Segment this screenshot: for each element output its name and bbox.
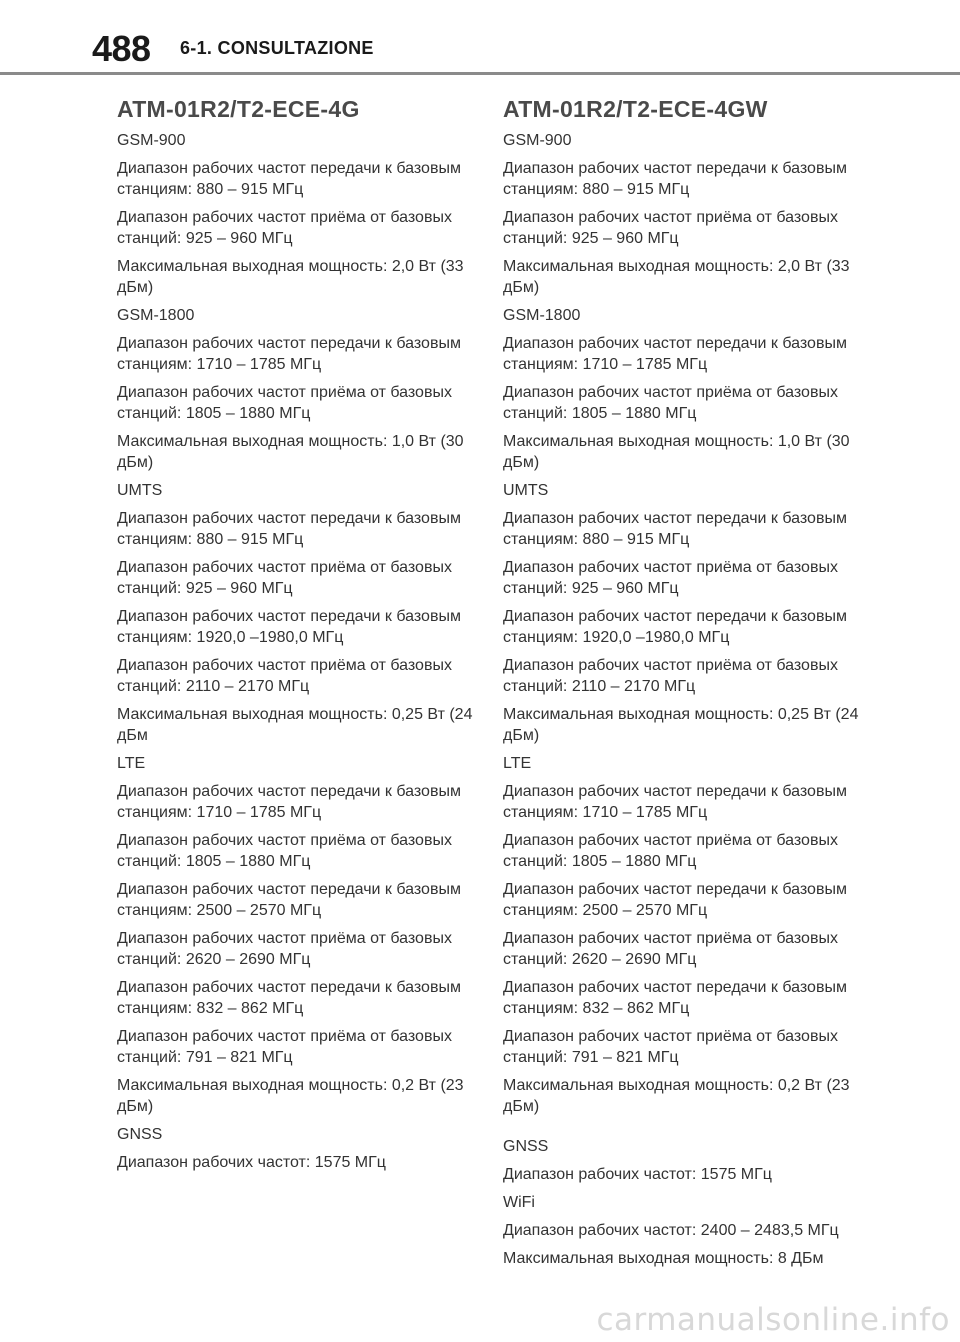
spec-line: Диапазон рабочих частот передачи к базовым станциям: 880 – 915 МГц [117,160,461,198]
spec-line: Диапазон рабочих частот приёма от базовых станций: 2110 – 2170 МГц [117,657,452,695]
spec-line: GSM-900 [117,132,186,149]
spec-line: LTE [503,755,532,772]
spec-line: Диапазон рабочих частот приёма от базовых станций: 925 – 960 МГц [117,209,452,247]
spec-line: Максимальная выходная мощность: 0,2 Вт (23 дБм) [503,1077,850,1115]
spec-line: WiFi [503,1194,535,1211]
spec-line: GSM-1800 [117,307,195,324]
spec-line: LTE [117,755,146,772]
spec-line: Диапазон рабочих частот передачи к базовым станциям: 880 – 915 МГц [117,510,461,548]
spec-line: UMTS [117,482,163,499]
spec-line: Диапазон рабочих частот передачи к базовым станциям: 832 – 862 МГц [117,979,461,1017]
spec-line: Диапазон рабочих частот передачи к базовым станциям: 1710 – 1785 МГц [503,783,847,821]
spec-line: Максимальная выходная мощность: 1,0 Вт (30 дБм) [503,433,850,471]
header-divider [0,72,960,75]
model-title: ATM-01R2/T2-ECE-4G [117,96,360,122]
spec-line: Диапазон рабочих частот приёма от базовых станций: 925 – 960 МГц [503,209,838,247]
spec-list [117,130,477,1173]
spec-line: Максимальная выходная мощность: 0,25 Вт (24 дБм [117,706,473,744]
spec-line: Диапазон рабочих частот приёма от базовых станций: 2620 – 2690 МГц [503,930,838,968]
spec-line: Диапазон рабочих частот приёма от базовых станций: 1805 – 1880 МГц [503,384,838,422]
spec-column-right [503,96,863,1276]
spec-line: Диапазон рабочих частот приёма от базовых станций: 2110 – 2170 МГц [503,657,838,695]
spec-line: Максимальная выходная мощность: 2,0 Вт (33 дБм) [117,258,464,296]
spec-line: Диапазон рабочих частот передачи к базовым станциям: 1710 – 1785 МГц [117,783,461,821]
spec-line: Диапазон рабочих частот передачи к базовым станциям: 1710 – 1785 МГц [503,335,847,373]
spec-line: Максимальная выходная мощность: 2,0 Вт (33 дБм) [503,258,850,296]
spec-line: Диапазон рабочих частот: 1575 МГц [117,1154,386,1171]
spec-line: Максимальная выходная мощность: 1,0 Вт (30 дБм) [117,433,464,471]
spec-list [503,130,863,1269]
spec-line: Диапазон рабочих частот передачи к базовым станциям: 2500 – 2570 МГц [503,881,847,919]
spec-line: GSM-900 [503,132,572,149]
spec-line: Диапазон рабочих частот: 2400 – 2483,5 МГц [503,1222,839,1239]
spec-line: Диапазон рабочих частот передачи к базовым станциям: 880 – 915 МГц [503,160,847,198]
spec-line: Диапазон рабочих частот передачи к базовым станциям: 1920,0 –1980,0 МГц [117,608,461,646]
spec-line: Диапазон рабочих частот приёма от базовых станций: 1805 – 1880 МГц [117,384,452,422]
spec-line: Максимальная выходная мощность: 0,25 Вт (24 дБм) [503,706,859,744]
spec-line: Диапазон рабочих частот приёма от базовых станций: 1805 – 1880 МГц [503,832,838,870]
spec-line: Диапазон рабочих частот приёма от базовых станций: 2620 – 2690 МГц [117,930,452,968]
watermark: carmanualsonline.info [596,1302,950,1338]
spec-line: Максимальная выходная мощность: 8 ДБм [503,1250,824,1267]
spec-line: Максимальная выходная мощность: 0,2 Вт (23 дБм) [117,1077,464,1115]
page-header [0,0,960,78]
spec-line: Диапазон рабочих частот передачи к базовым станциям: 832 – 862 МГц [503,979,847,1017]
section-title: 6-1. CONSULTAZIONE [180,38,374,58]
spec-line: GNSS [503,1138,549,1155]
spec-line: Диапазон рабочих частот приёма от базовых станций: 791 – 821 МГц [117,1028,452,1066]
spec-line: UMTS [503,482,549,499]
spec-line: Диапазон рабочих частот приёма от базовых станций: 925 – 960 МГц [117,559,452,597]
spec-line: Диапазон рабочих частот передачи к базовым станциям: 880 – 915 МГц [503,510,847,548]
spec-line: Диапазон рабочих частот передачи к базовым станциям: 1710 – 1785 МГц [117,335,461,373]
spec-line: Диапазон рабочих частот приёма от базовых станций: 1805 – 1880 МГц [117,832,452,870]
spec-column-left [117,96,477,1180]
page-number: 488 [92,28,151,69]
spec-line: Диапазон рабочих частот приёма от базовых станций: 791 – 821 МГц [503,1028,838,1066]
spec-line: Диапазон рабочих частот: 1575 МГц [503,1166,772,1183]
spec-line: Диапазон рабочих частот передачи к базовым станциям: 2500 – 2570 МГц [117,881,461,919]
spec-line: GSM-1800 [503,307,581,324]
spec-line: Диапазон рабочих частот приёма от базовых станций: 925 – 960 МГц [503,559,838,597]
spec-line: GNSS [117,1126,163,1143]
model-title: ATM-01R2/T2-ECE-4GW [503,96,768,122]
spec-line: Диапазон рабочих частот передачи к базовым станциям: 1920,0 –1980,0 МГц [503,608,847,646]
